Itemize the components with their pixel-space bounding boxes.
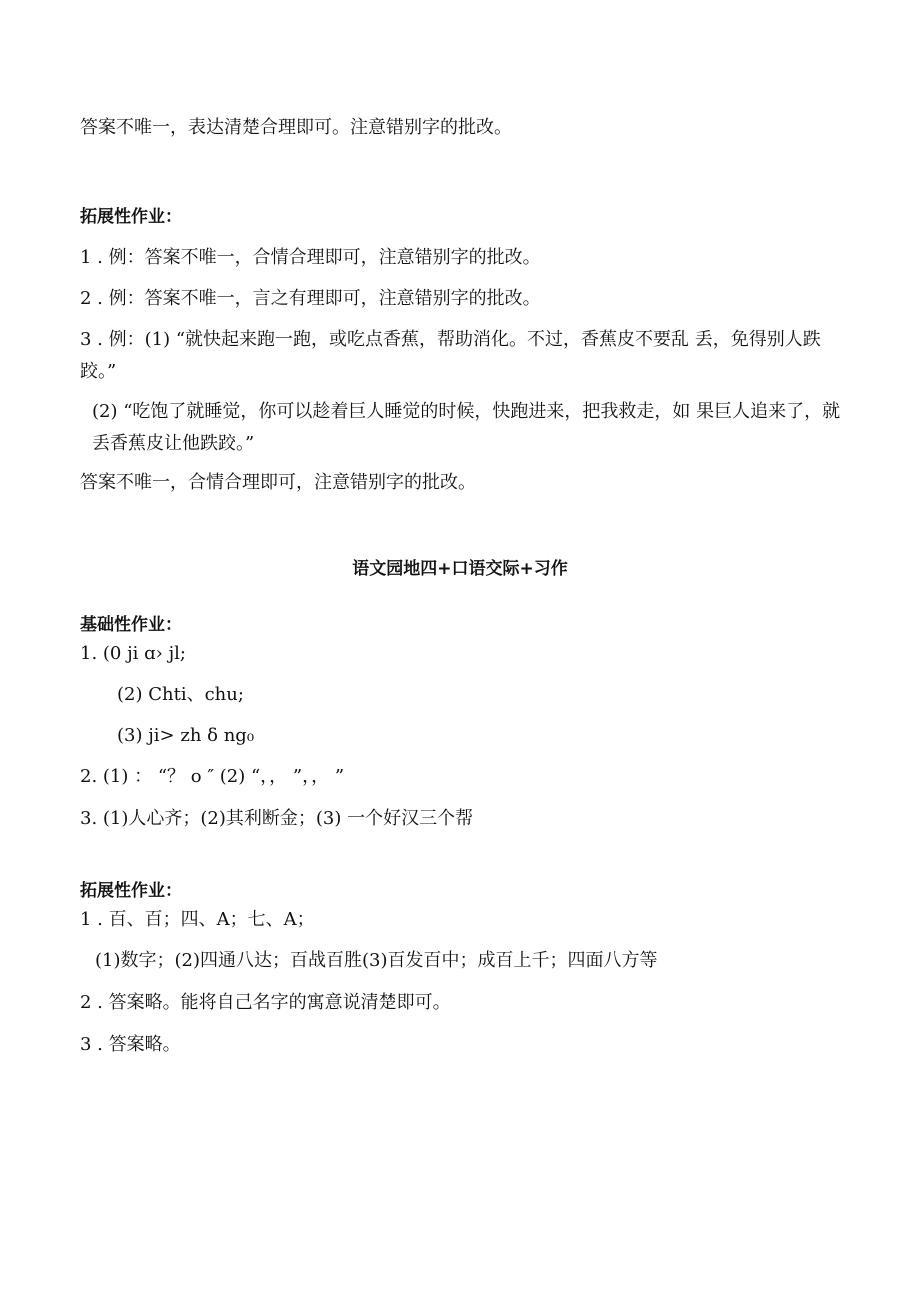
extension-item-3b: 3 . 答案略。 bbox=[80, 1034, 181, 1055]
extension-item-2: 2 . 例：答案不唯一，言之有理即可，注意错别字的批改。 bbox=[80, 288, 541, 309]
basic-item-3: 3. (1)人心齐；(2)其利断金；(3) 一个好汉三个帮 bbox=[80, 808, 474, 829]
extension-item-3-sub-2: (2) “吃饱了就睡觉，你可以趁着巨人睡觉的时候，快跑进来，把我救走，如 果巨人追来了，就丢香蕉皮让他跌跤。” bbox=[92, 401, 841, 454]
basic-homework-heading: 基础性作业： bbox=[80, 615, 182, 635]
extension-item-2b: 2 . 答案略。能将自己名字的寓意说清楚即可。 bbox=[80, 992, 451, 1013]
extension-item-1b-sub: (1)数字；(2)四通八达；百战百胜(3)百发百中；成百上千；四面八方等 bbox=[95, 950, 658, 971]
extension-item-3: 3 . 例：(1) “就快起来跑一跑，或吃点香蕉，帮助消化。不过，香蕉皮不要乱 丢，免得别人跌跤。” bbox=[80, 329, 821, 382]
answer-note-1: 答案不唯一，表达清楚合理即可。注意错别字的批改。 bbox=[80, 117, 512, 138]
basic-item-1: 1. (0 ji ɑ› jl; bbox=[80, 643, 186, 664]
extension-item-1: 1 . 例：答案不唯一，合情合理即可，注意错别字的批改。 bbox=[80, 247, 541, 268]
basic-item-1-2: (2) Chti、chu; bbox=[117, 684, 244, 705]
answer-note-2: 答案不唯一，合情合理即可，注意错别字的批改。 bbox=[80, 472, 476, 493]
extension-homework-heading-2: 拓展性作业： bbox=[80, 881, 182, 901]
extension-homework-heading: 拓展性作业： bbox=[80, 207, 182, 227]
basic-item-1-3: (3) ji> zh δ ng₀ bbox=[117, 725, 255, 746]
section-title: 语文园地四+口语交际+习作 bbox=[352, 559, 568, 579]
extension-item-1b: 1 . 百、百；四、A；七、A； bbox=[80, 909, 315, 930]
basic-item-2: 2. (1) ： “？ o ″ (2) “，， ”，， ” bbox=[80, 766, 345, 787]
